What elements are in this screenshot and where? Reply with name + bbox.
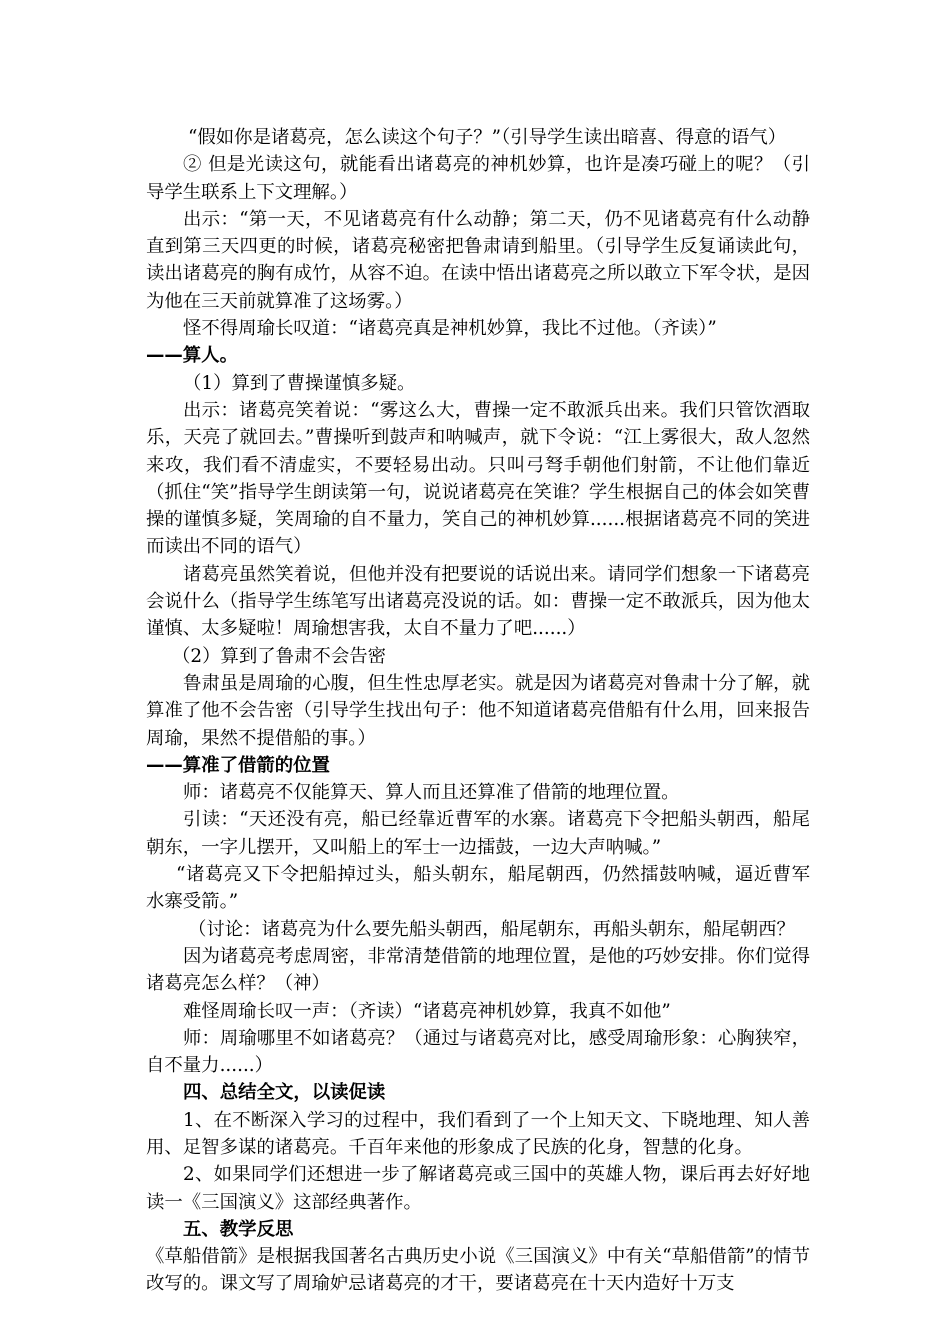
paragraph: “诸葛亮又下令把船掉过头，船头朝东，船尾朝西，仍然擂鼓呐喊，逼近曹军水寨受箭。”: [146, 864, 810, 913]
paragraph: 出示：诸葛亮笑着说：“雾这么大，曹操一定不敢派兵出来。我们只管饮酒取乐，天亮了就回去。”曹操听到鼓声和呐喊声，就下令说：“江上雾很大，敌人忽然来攻，我们看不清虚实，不要轻易出动。只叫弓弩手朝他们射箭，不让他们靠近（抓住“笑”指导学生朗读第一句，说说诸葛亮在笑谁？学生根据自己的体会如笑曹操的谨慎多疑，笑周瑜的自不量力，笑自己的神机妙算......根据诸葛亮不同的笑进而读出不同的语气）: [146, 399, 810, 558]
paragraph: 1、在不断深入学习的过程中，我们看到了一个上知天文、下晓地理、知人善用、足智多谋的诸葛亮。千百年来他的形象成了民族的化身，智慧的化身。: [146, 1109, 810, 1158]
paragraph: 师：周瑜哪里不如诸葛亮？（通过与诸葛亮对比，感受周瑜形象：心胸狭窄，自不量力......）: [146, 1027, 810, 1077]
paragraph: （2）算到了鲁肃不会告密: [172, 645, 386, 667]
paragraph: 2、如果同学们还想进一步了解诸葛亮或三国中的英雄人物，课后再去好好地读一《三国演义》这部经典著作。: [146, 1164, 810, 1213]
section-heading: 四、总结全文，以读促读: [183, 1082, 386, 1104]
paragraph: （1）算到了曹操谨慎多疑。: [183, 372, 416, 394]
section-subheading: ——算准了借箭的位置: [146, 754, 330, 776]
paragraph: 出示：“第一天，不见诸葛亮有什么动静；第二天，仍不见诸葛亮有什么动静直到第三天四更的时候，诸葛亮秘密把鲁肃请到船里。（引导学生反复诵读此句，读出诸葛亮的胸有成竹，从容不迫。在读中悟出诸葛亮之所以敢立下军令状，是因为他在三天前就算准了这场雾。）: [146, 208, 810, 312]
paragraph: （讨论：诸葛亮为什么要先船头朝西，船尾朝东，再船头朝东，船尾朝西？: [188, 918, 795, 940]
paragraph: 难怪周瑜长叹一声：（齐读）“诸葛亮神机妙算，我真不如他”: [183, 1000, 671, 1022]
paragraph: “假如你是诸葛亮，怎么读这个句子？”（引导学生读出暗喜、得意的语气）: [188, 127, 787, 148]
paragraph: 怪不得周瑜长叹道：“诸葛亮真是神机妙算，我比不过他。（齐读）”: [183, 318, 717, 340]
paragraph: 引读：“天还没有亮，船已经靠近曹军的水寨。诸葛亮下令把船头朝西，船尾朝东，一字儿摆开，又叫船上的军士一边擂鼓，一边大声呐喊。”: [146, 809, 810, 858]
paragraph: 因为诸葛亮考虑周密，非常清楚借箭的地理位置，是他的巧妙安排。你们觉得诸葛亮怎么样？（神）: [146, 945, 810, 995]
section-heading: 五、教学反思: [183, 1218, 294, 1240]
paragraph: 师：诸葛亮不仅能算天、算人而且还算准了借箭的地理位置。: [183, 782, 680, 804]
paragraph: ② 但是光读这句，就能看出诸葛亮的神机妙算，也许是凑巧碰上的呢？（引导学生联系上下文理解。）: [146, 154, 810, 203]
paragraph: 鲁肃虽是周瑜的心腹，但生性忠厚老实。就是因为诸葛亮对鲁肃十分了解，就算准了他不会告密（引导学生找出句子：他不知道诸葛亮借船有什么用，回来报告周瑜，果然不提借船的事。）: [146, 672, 810, 749]
paragraph: 诸葛亮虽然笑着说，但他并没有把要说的话说出来。请同学们想象一下诸葛亮会说什么（指导学生练笔写出诸葛亮没说的话。如：曹操一定不敢派兵，因为他太谨慎、太多疑啦！周瑜想害我，太自不量力了吧......）: [146, 563, 810, 640]
document-page: [146, 124, 810, 1298]
paragraph: 《草船借箭》是根据我国著名古典历史小说《三国演义》中有关“草船借箭”的情节改写的。课文写了周瑜妒忌诸葛亮的才干，要诸葛亮在十天内造好十万支: [146, 1246, 810, 1295]
section-subheading: ——算人。: [146, 345, 238, 367]
